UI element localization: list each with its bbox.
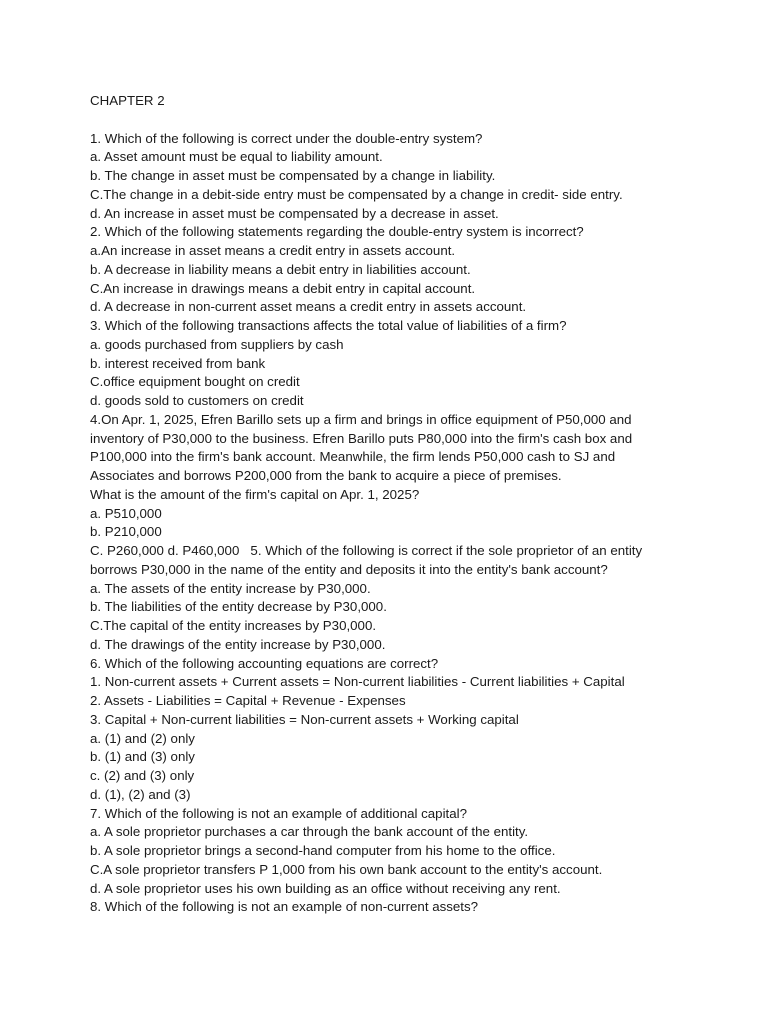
text-line: a. goods purchased from suppliers by cash	[90, 336, 344, 352]
text-line: 1. Which of the following is correct under the double-entry system?	[90, 130, 483, 146]
text-line: b. A decrease in liability means a debit entry in liabilities account.	[90, 261, 471, 277]
text-line: a. (1) and (2) only	[90, 730, 195, 746]
text-line: inventory of P30,000 to the business. Efren Barillo puts P80,000 into the firm's cash box and	[90, 430, 633, 446]
text-line: a. P510,000	[90, 505, 162, 521]
text-line: C.office equipment bought on credit	[90, 374, 300, 390]
text-line: What is the amount of the firm's capital on Apr. 1, 2025?	[90, 486, 420, 502]
text-line: C.A sole proprietor transfers P 1,000 from his own bank account to the entity's account.	[90, 861, 603, 877]
text-line: d. An increase in asset must be compensated by a decrease in asset.	[90, 205, 499, 221]
text-line: borrows P30,000 in the name of the entity and deposits it into the entity's bank account?	[90, 561, 608, 577]
text-line: C. P260,000 d. P460,000 5. Which of the following is correct if the sole proprietor of an entity	[90, 543, 643, 558]
text-line: b. P210,000	[90, 524, 162, 540]
text-line: 2. Assets - Liabilities = Capital + Revenue - Expenses	[90, 693, 406, 708]
text-line: C.The capital of the entity increases by P30,000.	[90, 618, 377, 633]
text-line: Associates and borrows P200,000 from the bank to acquire a piece of premises.	[90, 468, 562, 483]
text-line: 3. Capital + Non-current liabilities = Non-current assets + Working capital	[90, 711, 519, 727]
text-line: C.The change in a debit-side entry must be compensated by a change in credit- side entry.	[90, 186, 623, 202]
text-line: 8. Which of the following is not an example of non-current assets?	[90, 899, 479, 915]
text-line: 2. Which of the following statements regarding the double-entry system is incorrect?	[90, 224, 584, 240]
text-line: 6. Which of the following accounting equations are correct?	[90, 655, 439, 671]
text-line: d. A sole proprietor uses his own building as an office without receiving any rent.	[90, 880, 561, 896]
text-line: a. The assets of the entity increase by P30,000.	[90, 580, 371, 596]
text-line: C.An increase in drawings means a debit entry in capital account.	[90, 280, 476, 296]
blank-line	[90, 111, 690, 130]
text-line: a. A sole proprietor purchases a car through the bank account of the entity.	[90, 824, 529, 840]
text-line: 1. Non-current assets + Current assets = Non-current liabilities - Current liabilities + Capital	[90, 674, 625, 690]
text-line: 4.On Apr. 1, 2025, Efren Barillo sets up a firm and brings in office equipment of P50,000 and	[90, 411, 632, 427]
text-line: b. The liabilities of the entity decrease by P30,000.	[90, 599, 387, 615]
text-line: b. The change in asset must be compensated by a change in liability.	[90, 168, 496, 183]
text-line: 3. Which of the following transactions affects the total value of liabilities of a firm?	[90, 318, 567, 333]
text-line: d. The drawings of the entity increase by P30,000.	[90, 636, 386, 652]
text-line: b. A sole proprietor brings a second-hand computer from his home to the office.	[90, 843, 556, 858]
text-line: d. goods sold to customers on credit	[90, 393, 304, 408]
text-line: d. (1), (2) and (3)	[90, 786, 191, 802]
text-line: a.An increase in asset means a credit entry in assets account.	[90, 243, 456, 258]
chapter-title: CHAPTER 2	[90, 93, 165, 108]
text-line: b. interest received from bank	[90, 355, 266, 371]
text-line: a. Asset amount must be equal to liability amount.	[90, 149, 383, 165]
text-line: b. (1) and (3) only	[90, 749, 195, 765]
text-line: c. (2) and (3) only	[90, 768, 195, 783]
text-line: d. A decrease in non-current asset means a credit entry in assets account.	[90, 299, 527, 315]
document-body	[90, 92, 690, 917]
text-line: 7. Which of the following is not an example of additional capital?	[90, 805, 467, 821]
question-lines	[90, 130, 690, 918]
text-line: P100,000 into the firm's bank account. Meanwhile, the firm lends P50,000 cash to SJ and	[90, 449, 616, 465]
